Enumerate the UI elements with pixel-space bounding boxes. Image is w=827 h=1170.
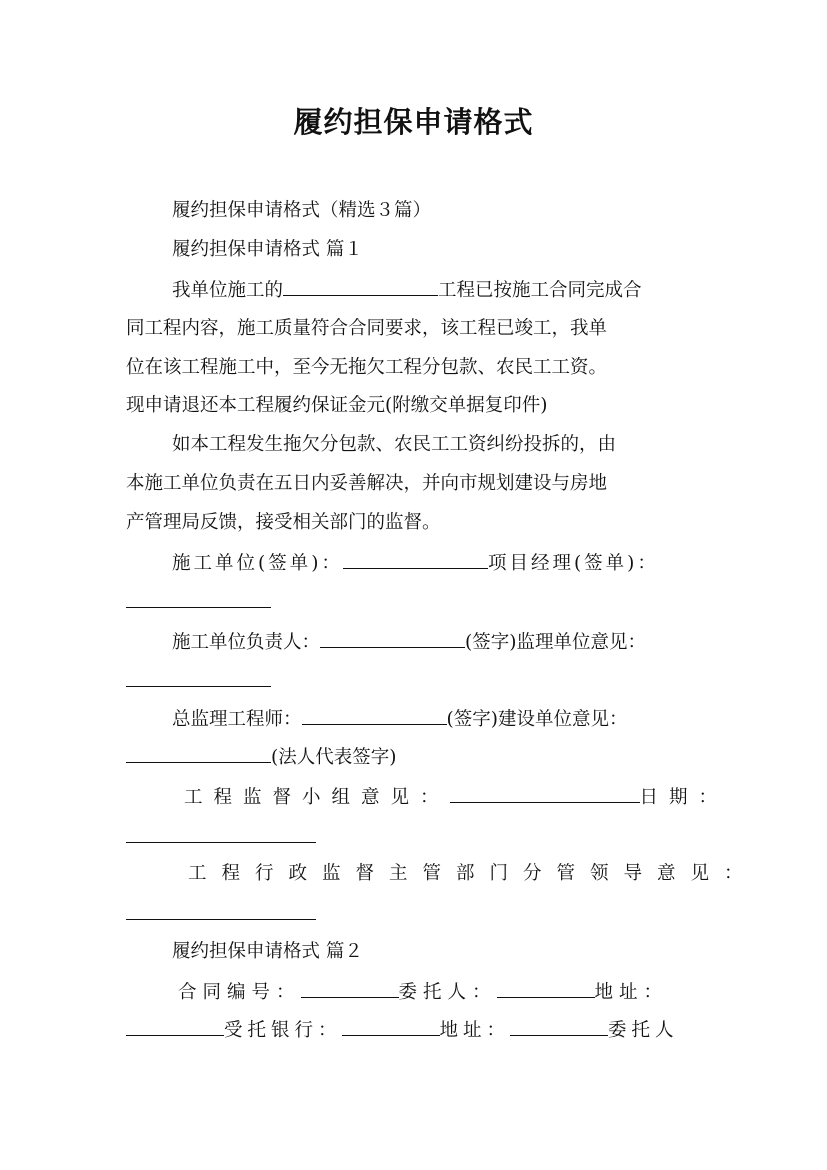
project-name-blank <box>283 277 438 296</box>
sig4-blank-a <box>450 784 640 803</box>
p1-text-b: 工程已按施工合同完成合 <box>438 280 642 301</box>
contract-line2 <box>126 1017 679 1044</box>
address-label: 地址： <box>594 982 669 1003</box>
sig2-blank-b <box>126 668 271 687</box>
subtitle: 履约担保申请格式（精选３篇） <box>172 200 432 221</box>
sig2-label-a: 施工单位负责人： <box>172 632 321 653</box>
p1-text-a: 我单位施工的 <box>172 280 284 301</box>
sig5-blank <box>126 901 316 920</box>
bank-label: 受托银行： <box>224 1020 342 1041</box>
sig4-label-b: 日期： <box>639 787 729 808</box>
paragraph2-line2: 本施工单位负责在五日内妥善解决，并向市规划建设与房地 <box>126 473 608 494</box>
sig3-label-c: (法人代表签字) <box>271 747 397 768</box>
signature-line4 <box>184 784 728 811</box>
sig1-label-b: 项目经理(签单)： <box>487 553 659 574</box>
signature-line3-cont <box>126 744 396 771</box>
signature-line5-cont <box>126 901 316 928</box>
signature-line5: 工程行政监督主管部门分管领导意见： <box>188 863 758 884</box>
contract-no-blank <box>301 979 399 998</box>
bank-address-blank <box>510 1017 608 1036</box>
bank-address-label: 地址： <box>439 1020 511 1041</box>
signature-line2-cont <box>126 668 271 695</box>
sig3-blank-a <box>302 706 447 725</box>
sig1-label-a: 施工单位(签单)： <box>172 553 343 574</box>
paragraph1-line3: 位在该工程施工中，至今无拖欠工程分包款、农民工工资。 <box>126 357 608 378</box>
signature-line3 <box>172 706 627 733</box>
paragraph1-line1 <box>172 277 642 304</box>
sig4-blank-b <box>126 824 316 843</box>
sig3-blank-b <box>126 744 271 763</box>
part2-heading: 履约担保申请格式 篇２ <box>172 941 363 962</box>
document-title: 履约担保申请格式 <box>293 105 534 139</box>
signature-line4-cont <box>126 824 316 851</box>
sig1-blank-b <box>126 589 271 608</box>
paragraph2-line1: 如本工程发生拖欠分包款、农民工工资纠纷投拆的，由 <box>172 434 617 455</box>
principal-blank <box>497 979 595 998</box>
paragraph1-line4: 现申请退还本工程履约保证金元(附缴交单据复印件) <box>126 395 548 416</box>
contract-no-label: 合同编号： <box>178 982 301 1003</box>
part1-heading: 履约担保申请格式 篇１ <box>172 239 363 260</box>
sig1-blank-a <box>343 550 488 569</box>
paragraph1-line2: 同工程内容，施工质量符合合同要求，该工程已竣工，我单 <box>126 318 608 339</box>
paragraph2-line3: 产管理局反馈，接受相关部门的监督。 <box>126 512 441 533</box>
sig3-label-b: (签字)建设单位意见： <box>446 709 628 730</box>
address-blank <box>126 1017 224 1036</box>
principal-label: 委托人： <box>398 982 497 1003</box>
signature-line2 <box>172 629 646 656</box>
signature-line1-cont <box>126 589 271 616</box>
principal2-label: 委托人 <box>608 1020 679 1041</box>
bank-blank <box>342 1017 440 1036</box>
sig2-blank-a <box>320 629 465 648</box>
sig4-label-a: 工程监督小组意见： <box>184 787 450 808</box>
sig2-label-b: (签字)监理单位意见： <box>465 632 646 653</box>
contract-line1 <box>178 979 668 1006</box>
sig3-label-a: 总监理工程师： <box>172 709 302 730</box>
signature-line1 <box>172 550 659 577</box>
